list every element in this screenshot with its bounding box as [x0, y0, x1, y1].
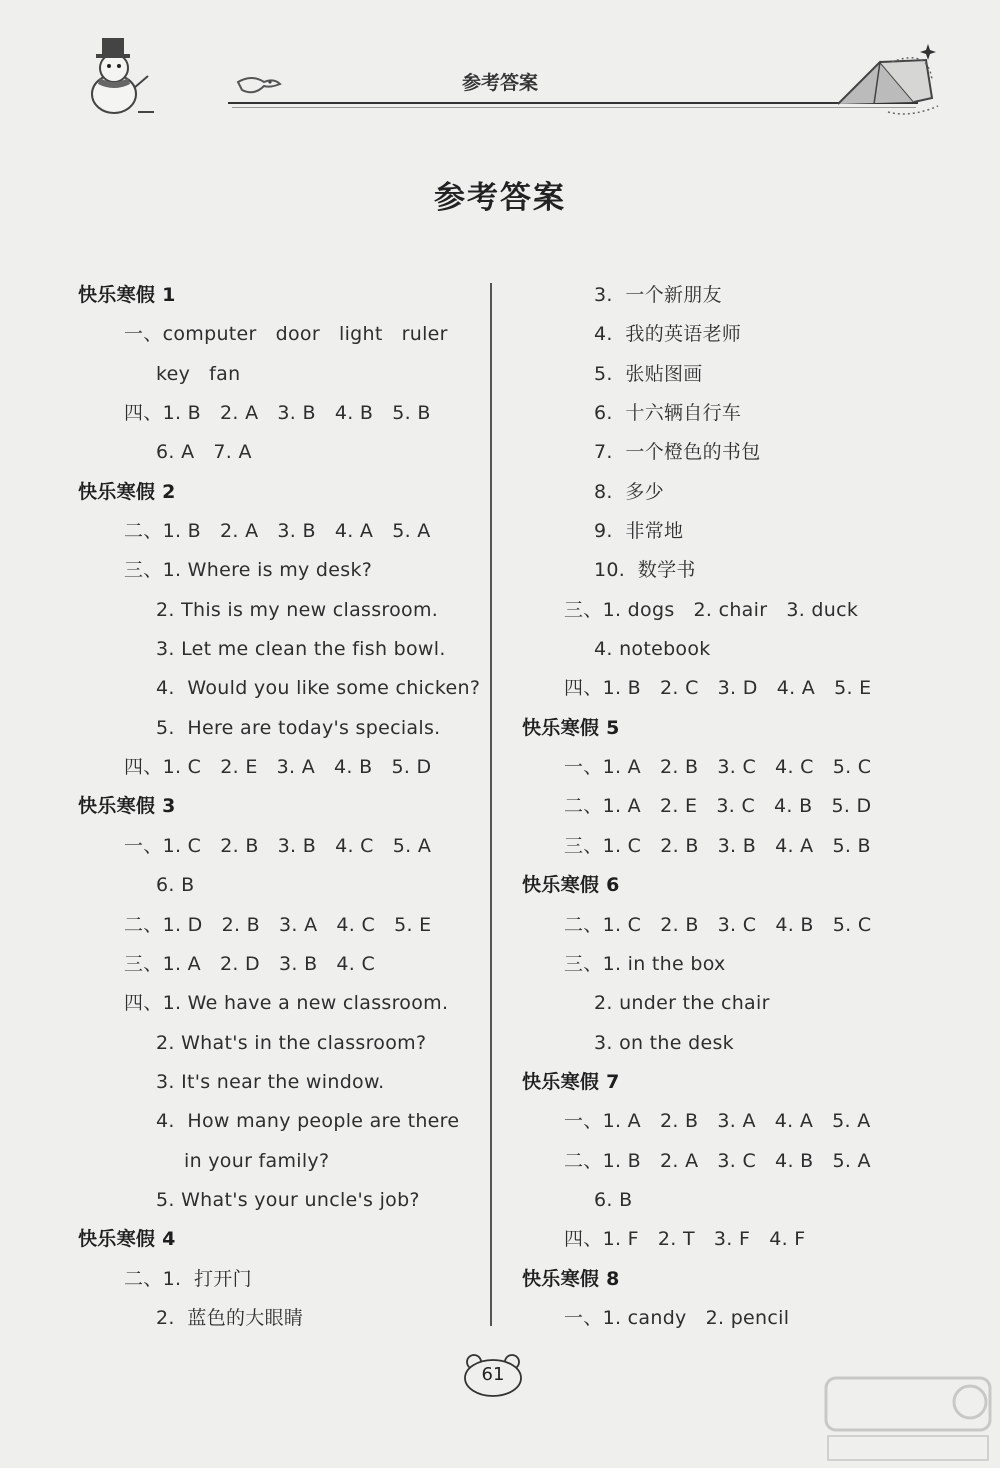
answer-line: 二、1. A 2. E 3. C 4. B 5. D [564, 795, 872, 818]
answer-line: key fan [156, 362, 241, 385]
answer-line: 4. 我的英语老师 [594, 323, 742, 346]
tent-icon [828, 40, 946, 120]
answer-line: 2. What's in the classroom? [156, 1031, 427, 1054]
answer-line: 四、1. B 2. A 3. B 4. B 5. B [124, 402, 431, 425]
answer-line: 3. It's near the window. [156, 1070, 385, 1093]
answer-line: 四、1. C 2. E 3. A 4. B 5. D [124, 756, 432, 779]
answer-line: 5. 张贴图画 [594, 362, 703, 385]
answer-line: 四、1. F 2. T 3. F 4. F [564, 1228, 806, 1251]
page-title: 参考答案 [434, 180, 566, 216]
header-title: 参考答案 [461, 72, 538, 94]
answer-line: 二、1. 打开门 [124, 1267, 252, 1290]
answer-line: 8. 多少 [594, 480, 665, 503]
answer-line: 9. 非常地 [594, 520, 684, 543]
answer-line: 一、1. C 2. B 3. B 4. C 5. A [124, 834, 432, 857]
header-rule-thin [232, 107, 916, 108]
answer-line: 四、1. B 2. C 3. D 4. A 5. E [564, 677, 872, 700]
answer-line: 5. What's your uncle's job? [156, 1188, 420, 1211]
section-heading: 快乐寒假 7 [522, 1070, 620, 1093]
answer-line: 三、1. Where is my desk? [124, 559, 373, 582]
answer-line: 6. 十六辆自行车 [594, 402, 742, 425]
section-heading: 快乐寒假 8 [522, 1267, 620, 1290]
answer-line: 4. How many people are there [156, 1110, 460, 1133]
answer-line: 三、1. A 2. D 3. B 4. C [124, 952, 376, 975]
answer-line: 二、1. C 2. B 3. C 4. B 5. C [564, 913, 872, 936]
answer-line: 一、1. A 2. B 3. C 4. C 5. C [564, 756, 872, 779]
answer-line: 7. 一个橙色的书包 [594, 441, 761, 464]
answer-line: 三、1. in the box [564, 952, 726, 975]
answer-line: 6. B [594, 1188, 633, 1211]
answer-line: 二、1. B 2. A 3. C 4. B 5. A [564, 1149, 871, 1172]
answer-line: 5. Here are today's specials. [156, 716, 441, 739]
answer-line: 10. 数学书 [594, 559, 696, 582]
answer-line: 三、1. C 2. B 3. B 4. A 5. B [564, 834, 871, 857]
page-number: 61 [481, 1364, 505, 1385]
answer-line: 2. under the chair [594, 992, 770, 1015]
answer-line: 2. 蓝色的大眼睛 [156, 1306, 304, 1329]
page-number-badge [462, 1352, 524, 1398]
section-heading: 快乐寒假 6 [522, 874, 620, 897]
answer-line: 3. 一个新朋友 [594, 284, 722, 306]
answer-line: 2. This is my new classroom. [156, 598, 439, 621]
answer-line: 4. Would you like some chicken? [156, 677, 481, 700]
answer-line: 3. on the desk [594, 1031, 734, 1054]
section-heading: 快乐寒假 2 [78, 480, 176, 503]
answer-line: 三、1. dogs 2. chair 3. duck [564, 598, 859, 621]
watermark-logo [822, 1372, 994, 1464]
answer-line: 一、1. candy 2. pencil [564, 1306, 790, 1329]
answer-line: in your family? [184, 1149, 330, 1172]
answer-line: 一、1. A 2. B 3. A 4. A 5. A [564, 1110, 871, 1133]
answer-line: 4. notebook [594, 638, 711, 661]
header-rule [228, 102, 918, 104]
section-heading: 快乐寒假 4 [78, 1228, 176, 1251]
answer-line: 四、1. We have a new classroom. [124, 992, 449, 1015]
page-header [0, 0, 1000, 130]
left-answer-column [78, 276, 498, 1338]
right-answer-column [522, 276, 942, 1338]
section-heading: 快乐寒假 5 [522, 716, 620, 739]
answer-line: 6. A 7. A [156, 441, 252, 464]
section-heading: 快乐寒假 1 [78, 284, 176, 306]
answer-line: 二、1. D 2. B 3. A 4. C 5. E [124, 913, 432, 936]
section-heading: 快乐寒假 3 [78, 795, 176, 818]
answer-line: 3. Let me clean the fish bowl. [156, 638, 446, 661]
answer-line: 二、1. B 2. A 3. B 4. A 5. A [124, 520, 431, 543]
answer-line: 6. B [156, 874, 195, 897]
answer-line: 一、computer door light ruler [124, 323, 448, 346]
